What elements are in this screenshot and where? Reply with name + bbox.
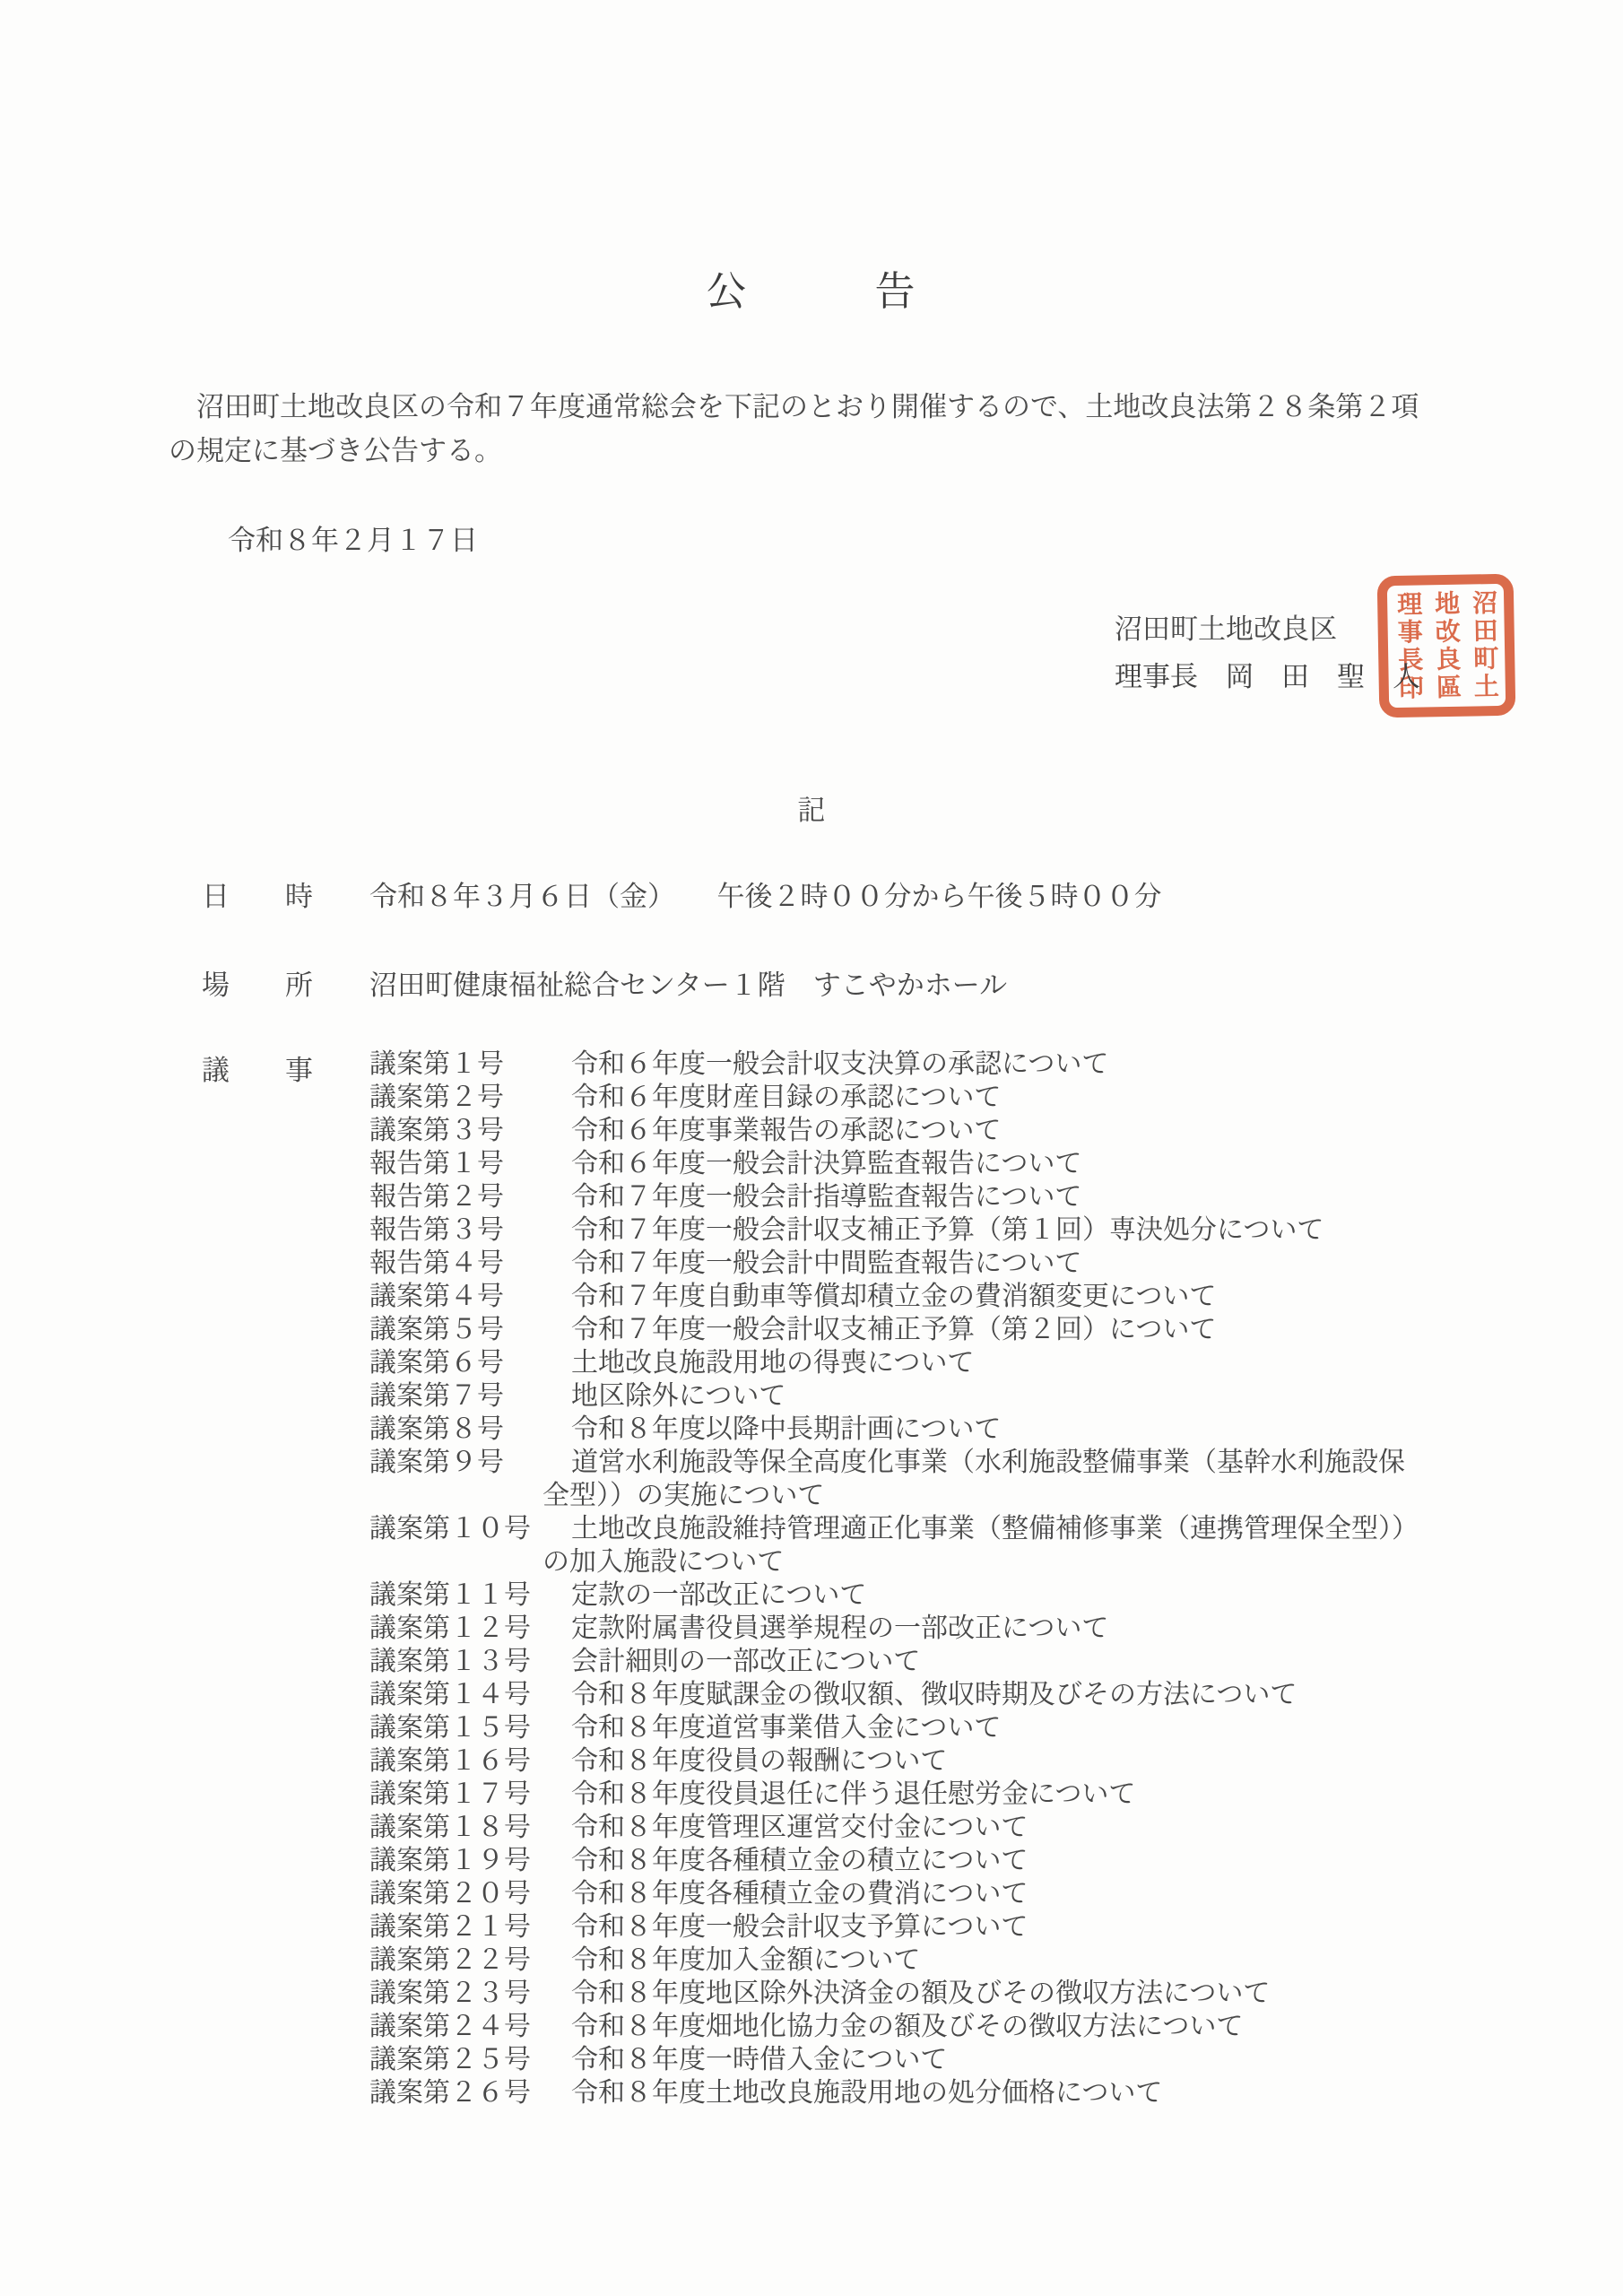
agenda-row [369,1944,1589,1977]
agenda-row [369,1247,1589,1280]
agenda-item-title: 令和６年度事業報告の承認について [571,1116,1002,1145]
agenda-item-title: 令和８年度以降中長期計画について [571,1414,1002,1444]
place-label: 場 所 [202,970,313,1001]
agenda-item-title: 令和７年度一般会計指導監査報告について [571,1182,1082,1212]
agenda-item-number: 議案第２０号 [369,1879,531,1909]
agenda-item-number: 議案第１号 [369,1049,504,1079]
agenda-item-title: 令和６年度財産目録の承認について [571,1083,1002,1112]
agenda-row [369,1678,1589,1711]
agenda-item-number: 議案第２２号 [369,1945,531,1975]
agenda-row [369,1048,1589,1081]
agenda-list [369,1048,1589,2109]
agenda-item-number: 議案第６号 [369,1348,504,1378]
agenda-row [369,1446,1589,1479]
agenda-row [369,1645,1589,1678]
agenda-item-number: 議案第１５号 [369,1713,531,1743]
agenda-item-number: 議案第１２号 [369,1613,531,1643]
agenda-item-number: 議案第１９号 [369,1846,531,1875]
agenda-row [369,1479,1589,1512]
agenda-row [369,1578,1589,1612]
issuer-organization: 沼田町土地改良区 [1115,613,1337,645]
agenda-item-title: 全型））の実施について [542,1481,825,1510]
agenda-row [369,1877,1589,1910]
agenda-item-title: 令和７年度自動車等償却積立金の費消額変更について [571,1282,1217,1311]
intro-line-2: の規定に基づき公告する。 [169,435,502,466]
agenda-item-number: 議案第１４号 [369,1680,531,1709]
agenda-item-number: 議案第５号 [369,1315,504,1344]
agenda-item-title: 令和８年度地区除外決済金の額及びその徴収方法について [571,1979,1271,2008]
agenda-item-title: 令和７年度一般会計中間監査報告について [571,1248,1082,1278]
agenda-item-title: 地区除外について [571,1381,786,1411]
agenda-item-number: 議案第１６号 [369,1746,531,1776]
document-title: 公 告 [706,269,917,314]
place-value: 沼田町健康福祉総合センター１階 すこやかホール [369,970,1008,1001]
agenda-row [369,1313,1589,1346]
intro-line-1: 沼田町土地改良区の令和７年度通常総会を下記のとおり開催するので、土地改良法第２８条第２項 [169,391,1419,422]
agenda-item-number: 議案第１０号 [369,1514,531,1544]
agenda-item-title: 令和８年度一時借入金について [571,2045,948,2074]
agenda-row [369,1811,1589,1844]
agenda-row [369,1612,1589,1645]
datetime-label: 日 時 [202,881,313,912]
agenda-row [369,1512,1589,1545]
agenda-item-title: 会計細則の一部改正について [571,1647,921,1676]
notice-date: 令和８年２月１７日 [228,525,478,556]
agenda-item-title: 令和８年度土地改良施設用地の処分価格について [571,2078,1163,2108]
agenda-row [369,1545,1589,1578]
agenda-item-number: 議案第１１号 [369,1580,531,1610]
agenda-item-title: 土地改良施設用地の得喪について [571,1348,975,1378]
agenda-row [369,1213,1589,1247]
agenda-item-title: 令和８年度各種積立金の費消について [571,1879,1028,1909]
agenda-item-number: 議案第１３号 [369,1647,531,1676]
agenda-item-title: 令和８年度役員退任に伴う退任慰労金について [571,1779,1136,1809]
agenda-row [369,2043,1589,2076]
agenda-item-title: 令和８年度各種積立金の積立について [571,1846,1028,1875]
agenda-row [369,1744,1589,1778]
official-red-seal-text: 沼田町土 地改良區 理事長印 [1393,588,1500,702]
agenda-item-title: 土地改良施設維持管理適正化事業（整備補修事業（連携管理保全型）） [571,1514,1419,1544]
agenda-row [369,1844,1589,1877]
agenda-row [369,2010,1589,2043]
agenda-row [369,1280,1589,1313]
agenda-row [369,1910,1589,1944]
detail-row-place [202,962,1007,1003]
agenda-row [369,1180,1589,1213]
agenda-item-title: 令和８年度役員の報酬について [571,1746,948,1776]
agenda-row [369,1778,1589,1811]
agenda-item-number: 報告第４号 [369,1248,504,1278]
agenda-row [369,1346,1589,1379]
agenda-item-number: 議案第２３号 [369,1979,531,2008]
agenda-item-number: 議案第２１号 [369,1912,531,1942]
issuer-representative-name: 理事長 岡 田 聖 人 [1115,661,1420,692]
agenda-item-number: 議案第２５号 [369,2045,531,2074]
agenda-item-number: 議案第１８号 [369,1813,531,1842]
agenda-item-title: 令和８年度管理区運営交付金について [571,1813,1028,1842]
agenda-item-number: 議案第２４号 [369,2012,531,2041]
agenda-row [369,1114,1589,1147]
agenda-item-number: 議案第８号 [369,1414,504,1444]
agenda-item-title: 令和７年度一般会計収支補正予算（第１回）専決処分について [571,1215,1324,1245]
agenda-item-number: 議案第３号 [369,1116,504,1145]
agenda-item-number: 議案第４号 [369,1282,504,1311]
agenda-row [369,1711,1589,1744]
agenda-row [369,1379,1589,1413]
agenda-section-label: 議 事 [202,1055,313,1086]
agenda-item-number: 議案第２６号 [369,2078,531,2108]
agenda-item-number: 議案第２号 [369,1083,504,1112]
agenda-item-title: 令和８年度道営事業借入金について [571,1713,1002,1743]
agenda-item-title: 令和６年度一般会計収支決算の承認について [571,1049,1109,1079]
agenda-row [369,1081,1589,1114]
agenda-item-title: の加入施設について [542,1547,785,1577]
agenda-item-number: 報告第１号 [369,1149,504,1178]
agenda-item-title: 定款の一部改正について [571,1580,867,1610]
agenda-row [369,1413,1589,1446]
agenda-item-title: 定款附属書役員選挙規程の一部改正について [571,1613,1109,1643]
agenda-row [369,2076,1589,2109]
agenda-item-title: 令和７年度一般会計収支補正予算（第２回）について [571,1315,1217,1344]
agenda-item-number: 議案第１７号 [369,1779,531,1809]
detail-row-datetime [202,874,1162,914]
agenda-item-number: 報告第３号 [369,1215,504,1245]
agenda-item-title: 令和８年度加入金額について [571,1945,921,1975]
agenda-item-title: 令和６年度一般会計決算監査報告について [571,1149,1082,1178]
section-marker-ki: 記 [797,795,826,826]
agenda-item-number: 報告第２号 [369,1182,504,1212]
agenda-item-number: 議案第９号 [369,1448,504,1477]
agenda-item-title: 令和８年度畑地化協力金の額及びその徴収方法について [571,2012,1244,2041]
agenda-item-title: 道営水利施設等保全高度化事業（水利施設整備事業（基幹水利施設保 [571,1448,1405,1477]
agenda-row [369,1147,1589,1180]
agenda-row [369,1977,1589,2010]
agenda-item-title: 令和８年度一般会計収支予算について [571,1912,1028,1942]
datetime-value: 令和８年３月６日（金） 午後２時００分から午後５時００分 [369,881,1162,912]
official-red-seal [1377,574,1516,718]
agenda-item-title: 令和８年度賦課金の徴収額、徴収時期及びその方法について [571,1680,1298,1709]
agenda-item-number: 議案第７号 [369,1381,504,1411]
